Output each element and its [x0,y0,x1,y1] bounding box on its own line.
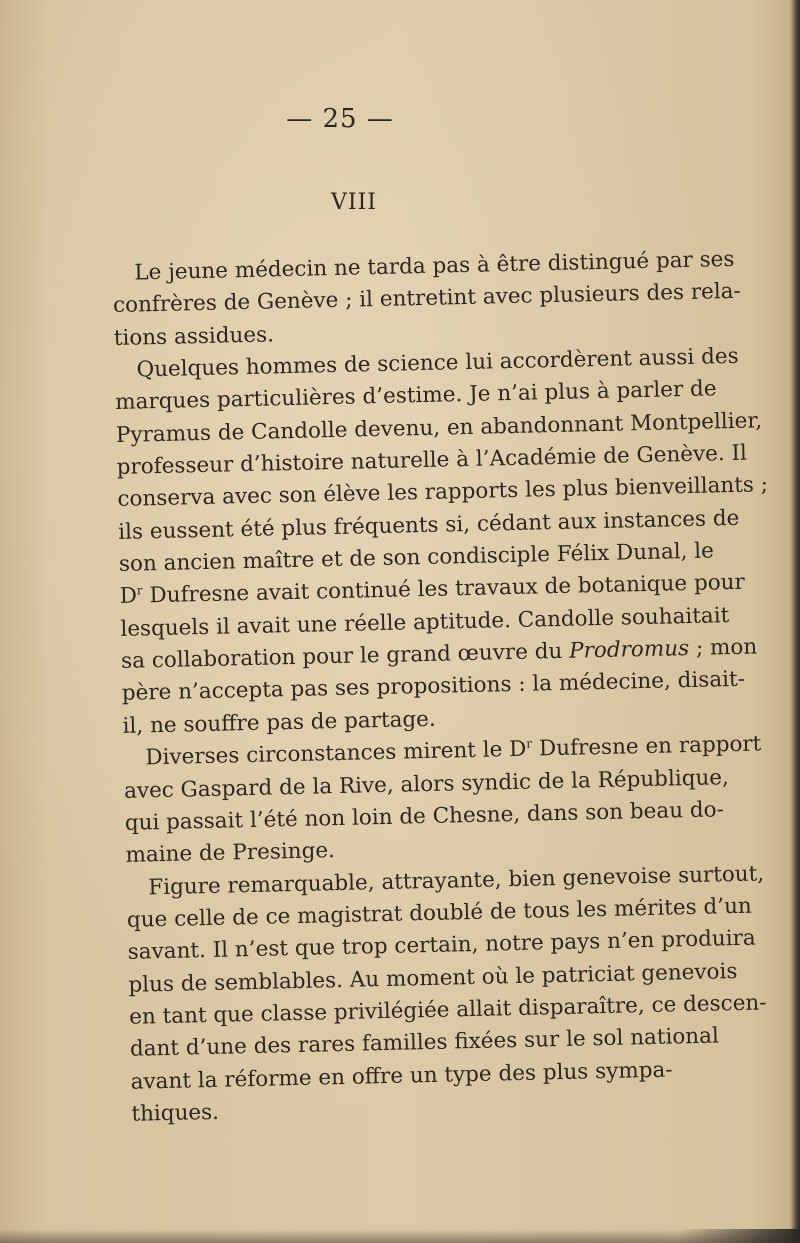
text-line-content: maine de Presinge. [125,838,336,869]
text-line-content: dant d’une des rares familles fixées sur le sol national [129,1023,720,1063]
text-line-content: en tant que classe privilégiée allait disparaître, ce descen- [128,990,767,1030]
page-bottom-shadow [0,1229,800,1243]
page-edge-shadow [790,0,800,1243]
text-line-content: marques particulières d’estime. Je n’ai plus à parler de [115,376,717,416]
text-line-content: lesquels il avait une réelle aptitude. Candolle souhaitait [120,602,730,642]
text-line-content: savant. Il n’est que trop certain, notre pays n’en produira [127,925,757,966]
chapter-heading: VIII [331,190,377,215]
text-line-content: il, ne souffre pas de partage. [122,706,436,739]
text-line-prefix: Diverses circonstances mirent le D [145,736,527,771]
text-line-content: Dufresne avait continué les travaux de botanique pour [142,570,746,609]
body-text [112,246,769,1131]
text-line-content: conserva avec son élève les rapports les plus bienveillants ; [117,472,769,513]
text-line-content: Dufresne en rapport [531,731,762,762]
text-line-content: avant la réforme en offre un type des plus sympa- [130,1057,673,1095]
text-line-content: plus de semblables. Au moment où le patriciat genevois [128,958,738,998]
text-line-content: professeur d’histoire naturelle à l’Académie de Genève. Il [116,440,748,481]
text-line-content: tions assidues. [113,322,275,351]
italic-title: Prodromus [568,636,690,664]
text-line-content: que celle de ce magistrat doublé de tous les mérites d’un [126,893,753,933]
page-number: — 25 — [286,104,394,134]
text-line-content: Quelques hommes de science lui accordèrent aussi des [136,343,739,383]
text-line-content: Figure remarquable, attrayante, bien genevoise surtout, [148,860,765,900]
text-line-content: père n’accepta pas ses propositions : la médecine, disait- [121,667,746,707]
text-line-content: qui passait l’été non loin de Chesne, dans son beau do- [124,797,725,836]
text-line-content: ; mon [688,634,758,662]
superscript: r [526,736,533,751]
text-line-content: confrères de Genève ; il entretint avec plusieurs des rela- [112,279,742,319]
text-line-prefix: D [119,583,138,610]
text-line-content: avec Gaspard de la Rive, alors syndic de la République, [123,764,730,804]
text-line-content: ils eussent été plus fréquents si, cédant aux instances de [117,505,740,545]
text-line-content: thiques. [131,1099,220,1127]
text-line-content: Pyramus de Candolle devenu, en abandonnant Montpellier, [115,408,763,448]
text-line-content: Le jeune médecin ne tarda pas à être distingué par ses [134,246,735,286]
superscript: r [136,583,143,598]
text-line-prefix: sa collaboration pour le grand œuvre du [120,638,570,675]
text-line-content: son ancien maître et de son condisciple Félix Dunal, le [118,538,715,578]
